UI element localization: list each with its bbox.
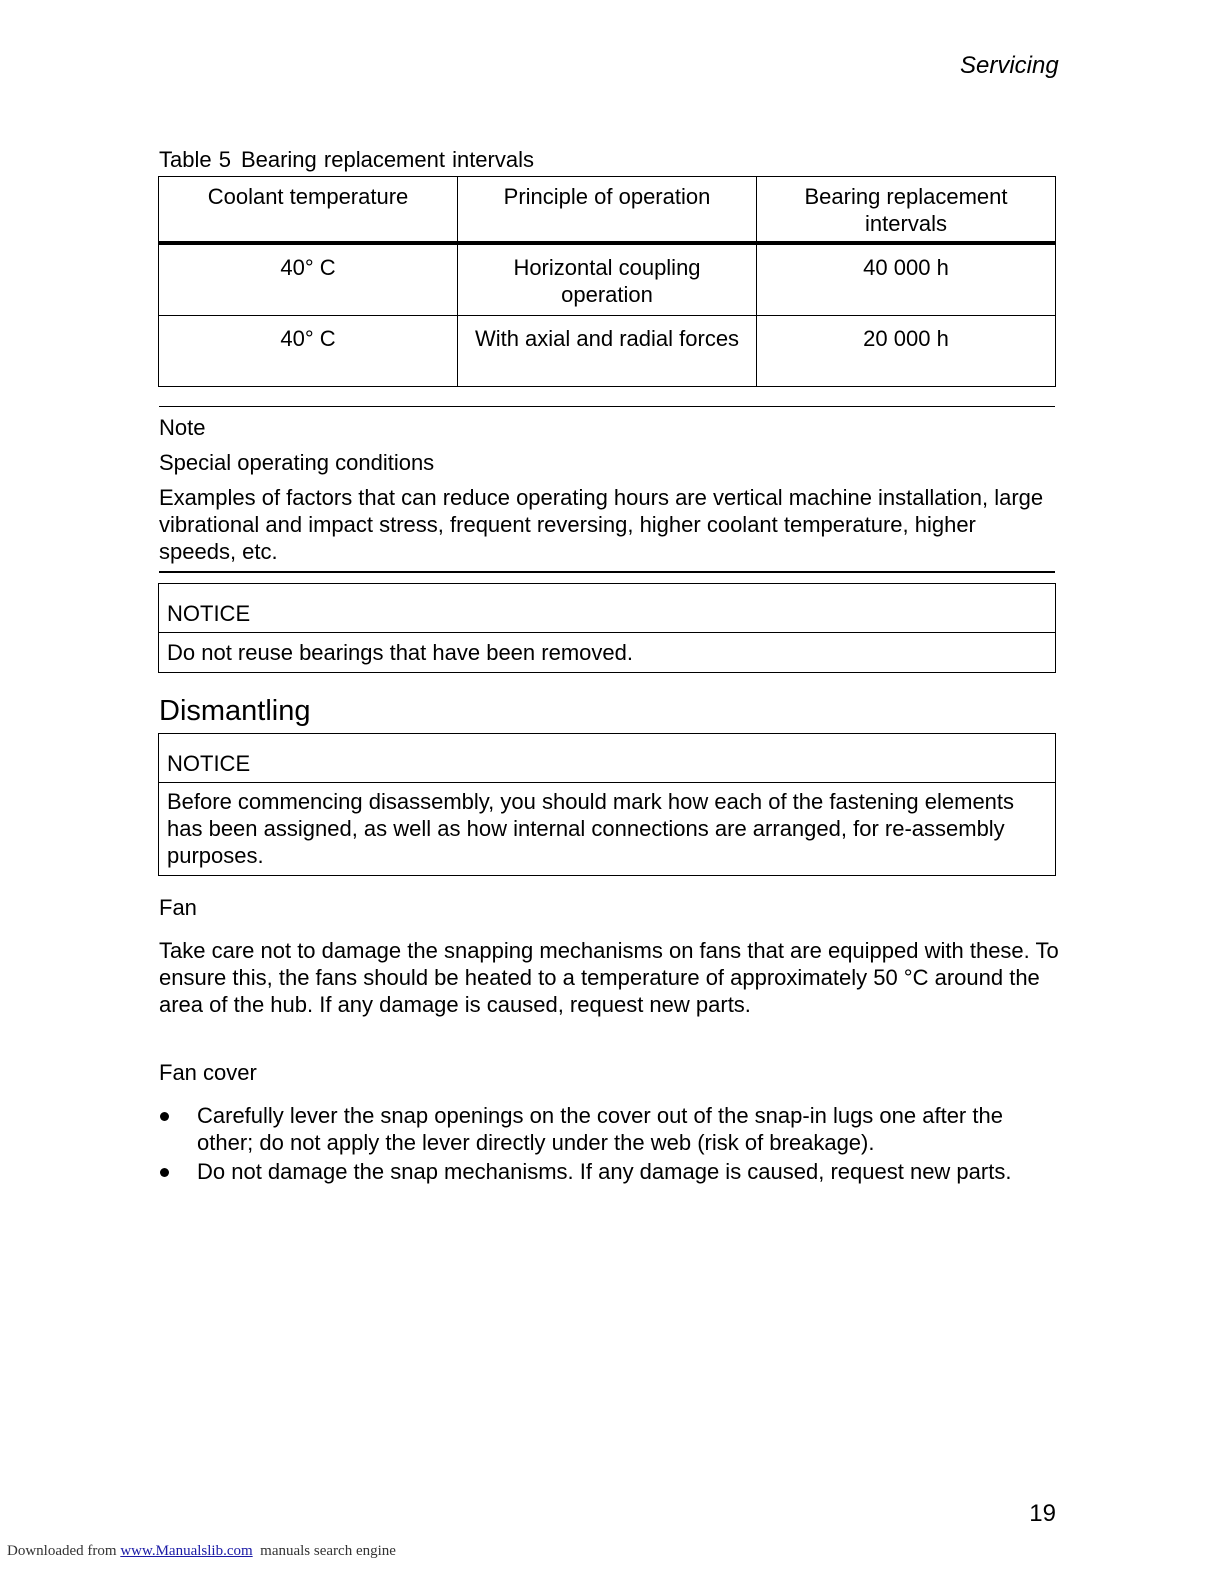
table-cell: 40° C [159, 316, 458, 387]
subheading-fan-cover: Fan cover [159, 1060, 257, 1085]
table-cell: 40° C [159, 243, 458, 316]
bearing-replacement-table [158, 176, 1056, 387]
download-footer [7, 1543, 396, 1560]
table-caption-title: Bearing replacement intervals [240, 147, 534, 172]
manualslib-link[interactable]: www.Manualslib.com [120, 1543, 253, 1559]
notice-label: NOTICE [159, 584, 1055, 633]
notice-text: Before commencing disassembly, you should mark how each of the fastening elements has been assigned, as well as how internal connections are arranged, for re-assembly purposes. [167, 789, 1015, 868]
column-header-principle-of-operation: Principle of operation [458, 177, 757, 244]
table-row [159, 243, 1056, 316]
table-cell: Horizontal coupling operation [458, 243, 757, 316]
column-header-coolant-temperature: Coolant temperature [159, 177, 458, 244]
list-item-text: Carefully lever the snap openings on the cover out of the snap-in lugs one after the other; do not apply the lever directly under the web (risk of breakage). [197, 1103, 1003, 1155]
section-heading-dismantling: Dismantling [159, 695, 311, 727]
bullet-icon [160, 1112, 169, 1121]
table-cell: 40 000 h [757, 243, 1056, 316]
notice-label: NOTICE [159, 734, 1055, 783]
table-caption-label: Table 5 [159, 147, 231, 172]
list-item-text: Do not damage the snap mechanisms. If any damage is caused, request new parts. [197, 1159, 1012, 1184]
fan-instructions: Take care not to damage the snapping mechanisms on fans that are equipped with these. To ensure this, the fans should be heated to a temperature of approximately 50 °C around the area of the hub. If any damage is caused, request new parts. [159, 938, 1059, 1017]
list-item [159, 1102, 1059, 1156]
note-title: Note [159, 415, 206, 440]
notice-text: Do not reuse bearings that have been removed. [167, 640, 633, 665]
notice-box-disassembly [158, 733, 1056, 876]
footer-suffix: manuals search engine [260, 1543, 396, 1559]
note-subtitle: Special operating conditions [159, 450, 435, 475]
footer-prefix: Downloaded from [7, 1543, 117, 1559]
page-number: 19 [1029, 1500, 1056, 1527]
notice-box-bearings [158, 583, 1056, 673]
fan-cover-steps [159, 1102, 1059, 1187]
list-item [159, 1158, 1059, 1185]
table-cell: 20 000 h [757, 316, 1056, 387]
running-header: Servicing [960, 52, 1059, 79]
table-row [159, 316, 1056, 387]
table-caption [159, 147, 534, 173]
table-header-row [159, 177, 1056, 244]
note-bottom-divider [159, 571, 1055, 573]
note-top-divider [159, 406, 1055, 407]
bullet-icon [160, 1168, 169, 1177]
column-header-bearing-replacement-intervals: Bearing replacement intervals [757, 177, 1056, 244]
subheading-fan: Fan [159, 895, 197, 920]
table-cell: With axial and radial forces [458, 316, 757, 387]
note-body: Examples of factors that can reduce operating hours are vertical machine installation, large vibrational and impact stress, frequent reversing, higher coolant temperature, higher speeds, etc. [159, 485, 1044, 564]
